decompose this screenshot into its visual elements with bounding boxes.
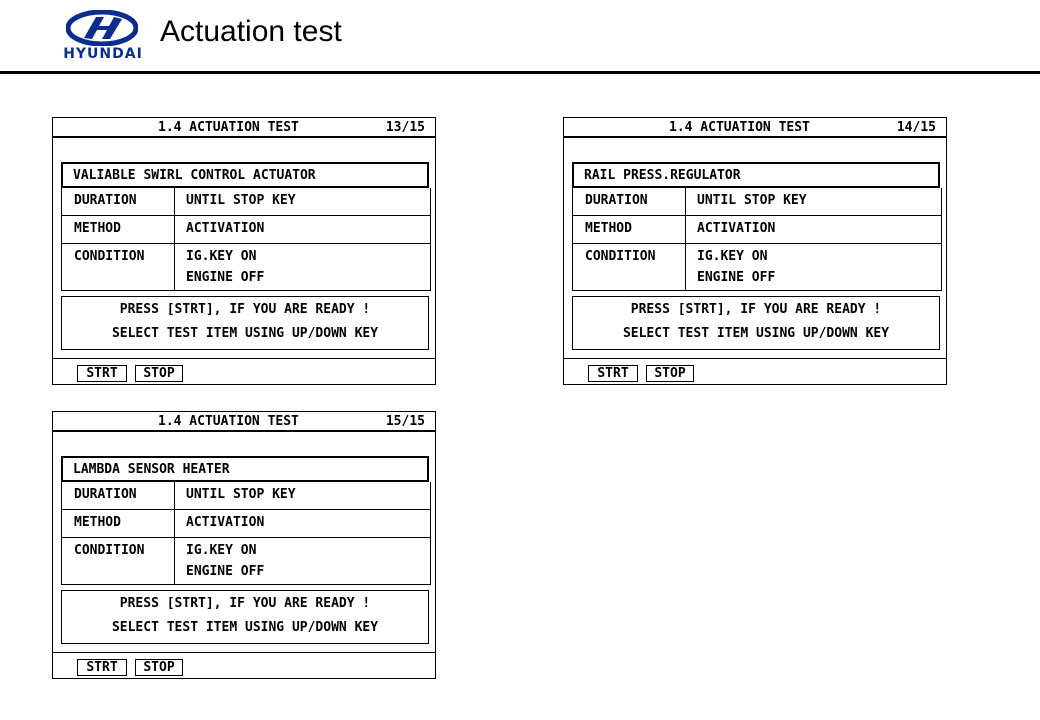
hyundai-emblem-icon — [66, 10, 138, 46]
stop-button[interactable]: STOP — [135, 365, 183, 382]
condition-value-1: IG.KEY ON — [697, 249, 768, 264]
condition-row — [61, 538, 431, 585]
method-value: ACTIVATION — [186, 221, 265, 236]
method-label: METHOD — [74, 221, 121, 236]
method-value: ACTIVATION — [697, 221, 776, 236]
instruction-box — [61, 590, 429, 644]
strt-button[interactable]: STRT — [77, 659, 127, 676]
condition-row — [61, 244, 431, 291]
actuation-screen-14 — [563, 117, 947, 385]
method-row — [572, 216, 942, 244]
screen-title: 1.4 ACTUATION TEST — [158, 120, 299, 135]
row-separator — [685, 216, 686, 243]
row-separator — [174, 216, 175, 243]
test-item-label: LAMBDA SENSOR HEATER — [73, 462, 230, 477]
condition-label: CONDITION — [74, 249, 145, 264]
page-counter: 14/15 — [896, 120, 936, 135]
condition-row — [572, 244, 942, 291]
header-divider — [0, 71, 1040, 74]
page-title: Actuation test — [160, 15, 342, 48]
duration-row — [61, 188, 431, 216]
instruction-line-1: PRESS [STRT], IF YOU ARE READY ! — [119, 302, 371, 317]
row-separator — [685, 244, 686, 290]
duration-value: UNTIL STOP KEY — [186, 487, 296, 502]
duration-label: DURATION — [74, 193, 137, 208]
screen-header — [53, 412, 435, 432]
test-item-label: VALIABLE SWIRL CONTROL ACTUATOR — [73, 168, 316, 183]
page-counter: 13/15 — [385, 120, 425, 135]
test-item-label: RAIL PRESS.REGULATOR — [584, 168, 741, 183]
instruction-line-2: SELECT TEST ITEM USING UP/DOWN KEY — [111, 620, 379, 635]
row-separator — [174, 244, 175, 290]
stop-button[interactable]: STOP — [646, 365, 694, 382]
row-separator — [174, 482, 175, 509]
footer-divider — [53, 652, 435, 653]
strt-button[interactable]: STRT — [588, 365, 638, 382]
instruction-box — [61, 296, 429, 350]
page-counter: 15/15 — [385, 414, 425, 429]
footer-divider — [53, 358, 435, 359]
method-value: ACTIVATION — [186, 515, 265, 530]
stop-button[interactable]: STOP — [135, 659, 183, 676]
hyundai-logo — [50, 10, 156, 62]
instruction-line-2: SELECT TEST ITEM USING UP/DOWN KEY — [111, 326, 379, 341]
method-label: METHOD — [74, 515, 121, 530]
screen-title: 1.4 ACTUATION TEST — [669, 120, 810, 135]
strt-button[interactable]: STRT — [77, 365, 127, 382]
method-row — [61, 216, 431, 244]
method-label: METHOD — [585, 221, 632, 236]
duration-label: DURATION — [74, 487, 137, 502]
instruction-line-1: PRESS [STRT], IF YOU ARE READY ! — [630, 302, 882, 317]
row-separator — [174, 538, 175, 584]
condition-value-1: IG.KEY ON — [186, 543, 257, 558]
condition-value-2: ENGINE OFF — [186, 564, 265, 579]
condition-value-2: ENGINE OFF — [186, 270, 265, 285]
screen-header — [53, 118, 435, 138]
instruction-line-1: PRESS [STRT], IF YOU ARE READY ! — [119, 596, 371, 611]
condition-label: CONDITION — [74, 543, 145, 558]
test-item-name — [61, 456, 429, 482]
footer-divider — [564, 358, 946, 359]
row-separator — [174, 188, 175, 215]
actuation-screen-13 — [52, 117, 436, 385]
screen-title: 1.4 ACTUATION TEST — [158, 414, 299, 429]
method-row — [61, 510, 431, 538]
duration-row — [572, 188, 942, 216]
instruction-box — [572, 296, 940, 350]
instruction-line-2: SELECT TEST ITEM USING UP/DOWN KEY — [622, 326, 890, 341]
duration-value: UNTIL STOP KEY — [186, 193, 296, 208]
duration-row — [61, 482, 431, 510]
test-item-name — [572, 162, 940, 188]
screen-header — [564, 118, 946, 138]
duration-value: UNTIL STOP KEY — [697, 193, 807, 208]
row-separator — [685, 188, 686, 215]
row-separator — [174, 510, 175, 537]
brand-name: HYUNDAI — [63, 46, 143, 62]
test-item-name — [61, 162, 429, 188]
duration-label: DURATION — [585, 193, 648, 208]
condition-label: CONDITION — [585, 249, 656, 264]
condition-value-2: ENGINE OFF — [697, 270, 776, 285]
condition-value-1: IG.KEY ON — [186, 249, 257, 264]
actuation-screen-15 — [52, 411, 436, 679]
